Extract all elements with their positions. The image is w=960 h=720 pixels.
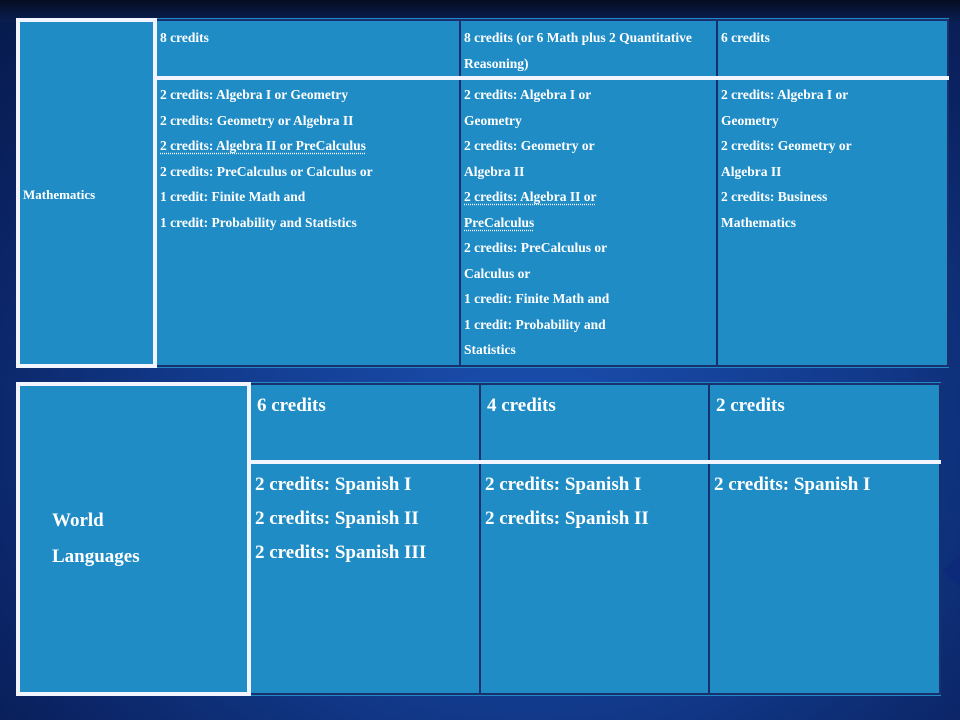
course-line: 2 credits: Algebra II or xyxy=(464,189,597,204)
lang-courses-col3 xyxy=(709,462,940,694)
course-line: 2 credits: Spanish II xyxy=(255,508,419,529)
math-courses-col3 xyxy=(717,78,948,366)
lang-credits-col1 xyxy=(249,384,480,462)
course-line: 2 credits: Geometry or xyxy=(464,138,595,153)
lang-courses-col1 xyxy=(249,462,480,694)
course-line: Geometry xyxy=(721,112,779,128)
course-line: 2 credits: Geometry or Algebra II xyxy=(160,112,354,128)
course-line: Mathematics xyxy=(721,214,796,230)
math-courses-row xyxy=(18,78,948,366)
course-line: 2 credits: Spanish III xyxy=(255,542,427,563)
course-line: Algebra II xyxy=(464,163,525,179)
world-languages-table xyxy=(16,382,941,696)
course-line: Calculus or xyxy=(464,265,531,281)
math-subject-cell xyxy=(18,20,155,366)
lang-credits-label: 6 credits xyxy=(257,395,326,416)
course-line: 2 credits: Algebra I or Geometry xyxy=(160,87,349,102)
course-line: 2 credits: Spanish I xyxy=(714,474,871,495)
course-line: 2 credits: PreCalculus or Calculus or xyxy=(160,163,373,179)
math-credits-label: 8 credits xyxy=(160,30,209,45)
math-courses-col2 xyxy=(460,78,717,366)
lang-header-row xyxy=(18,384,940,462)
lang-subject-label: Languages xyxy=(52,546,140,567)
lang-credits-label: 4 credits xyxy=(487,395,556,416)
course-line: 1 credit: Finite Math and xyxy=(464,291,610,306)
course-line: 2 credits: Algebra II or PreCalculus xyxy=(160,138,366,153)
lang-credits-label: 2 credits xyxy=(716,395,785,416)
math-courses-col1 xyxy=(155,78,460,366)
lang-credits-col3 xyxy=(709,384,940,462)
mathematics-table xyxy=(16,18,949,368)
lang-courses-col2 xyxy=(480,462,709,694)
math-header-row xyxy=(18,20,948,78)
course-line: 2 credits: PreCalculus or xyxy=(464,240,608,255)
course-line: PreCalculus xyxy=(464,214,535,230)
math-credits-col3 xyxy=(717,20,948,78)
decorative-arrow xyxy=(942,555,960,587)
course-line: 2 credits: Algebra I or xyxy=(464,87,592,102)
course-line: 2 credits: Algebra I or xyxy=(721,87,849,102)
course-line: 2 credits: Spanish II xyxy=(485,508,649,529)
course-line: 1 credit: Probability and Statistics xyxy=(160,214,357,230)
math-credits-col1 xyxy=(155,20,460,78)
lang-subject-cell xyxy=(18,384,249,694)
course-line: 2 credits: Business xyxy=(721,189,828,204)
math-credits-col2 xyxy=(460,20,717,78)
course-line: 1 credit: Finite Math and xyxy=(160,189,306,204)
math-subject-label: Mathematics xyxy=(23,187,96,203)
lang-credits-col2 xyxy=(480,384,709,462)
lang-subject-label: World xyxy=(52,510,104,531)
course-line: 1 credit: Probability and xyxy=(464,316,606,332)
course-line: 2 credits: Geometry or xyxy=(721,138,852,153)
course-line: Geometry xyxy=(464,112,522,128)
course-line: Statistics xyxy=(464,342,516,357)
math-credits-label: 6 credits xyxy=(721,30,770,45)
course-line: 2 credits: Spanish I xyxy=(485,474,642,495)
course-line: Algebra II xyxy=(721,163,782,179)
course-line: 2 credits: Spanish I xyxy=(255,474,412,495)
math-credits-label: 8 credits (or 6 Math plus 2 Quantitative Reasoning) xyxy=(464,30,692,71)
